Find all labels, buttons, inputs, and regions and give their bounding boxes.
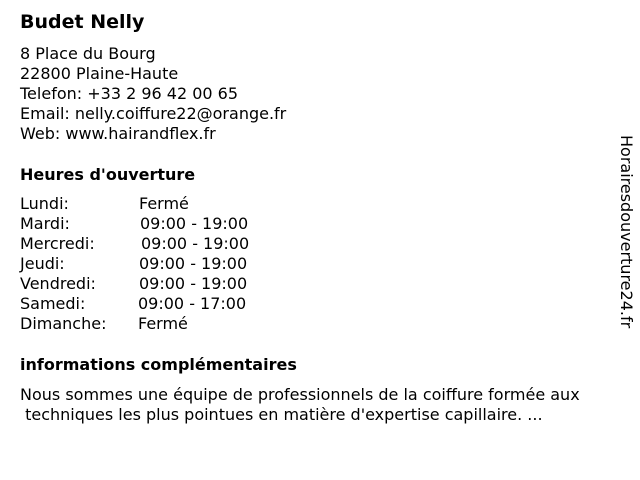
description xyxy=(20,385,630,425)
hours-row-wednesday xyxy=(20,234,320,254)
phone-number: Telefon: +33 2 96 42 00 65 xyxy=(20,84,239,103)
street-address: 8 Place du Bourg xyxy=(20,44,156,63)
hours-row-sunday xyxy=(20,314,320,334)
website: Web: www.hairandflex.fr xyxy=(20,124,216,143)
additional-info-heading: informations complémentaires xyxy=(20,355,297,374)
site-watermark: Horairesdouverture24.fr xyxy=(617,135,636,329)
contact-block xyxy=(20,44,286,144)
city-address: 22800 Plaine-Haute xyxy=(20,64,179,83)
time-value: Fermé xyxy=(138,314,188,333)
time-value: 09:00 - 19:00 xyxy=(140,214,249,233)
hours-row-thursday xyxy=(20,254,320,274)
day-label: Samedi: xyxy=(20,294,86,313)
day-label: Mercredi: xyxy=(20,234,95,253)
hours-row-monday xyxy=(20,194,320,214)
hours-row-saturday xyxy=(20,294,320,314)
time-value: 09:00 - 19:00 xyxy=(139,254,248,273)
day-label: Dimanche: xyxy=(20,314,107,333)
time-value: 09:00 - 19:00 xyxy=(141,234,250,253)
time-value: Fermé xyxy=(139,194,189,213)
day-label: Mardi: xyxy=(20,214,70,233)
hours-row-friday xyxy=(20,274,320,294)
description-line: techniques les plus pointues en matière d'expertise capillaire. ... xyxy=(20,405,543,424)
day-label: Lundi: xyxy=(20,194,69,213)
day-label: Jeudi: xyxy=(20,254,65,273)
opening-hours-table xyxy=(20,194,320,334)
time-value: 09:00 - 17:00 xyxy=(138,294,247,313)
time-value: 09:00 - 19:00 xyxy=(139,274,248,293)
business-name: Budet Nelly xyxy=(20,11,145,33)
day-label: Vendredi: xyxy=(20,274,96,293)
email-address: Email: nelly.coiffure22@orange.fr xyxy=(20,104,287,123)
hours-row-tuesday xyxy=(20,214,320,234)
description-line: Nous sommes une équipe de professionnels de la coiffure formée aux xyxy=(20,385,580,404)
opening-hours-heading: Heures d'ouverture xyxy=(20,165,196,184)
